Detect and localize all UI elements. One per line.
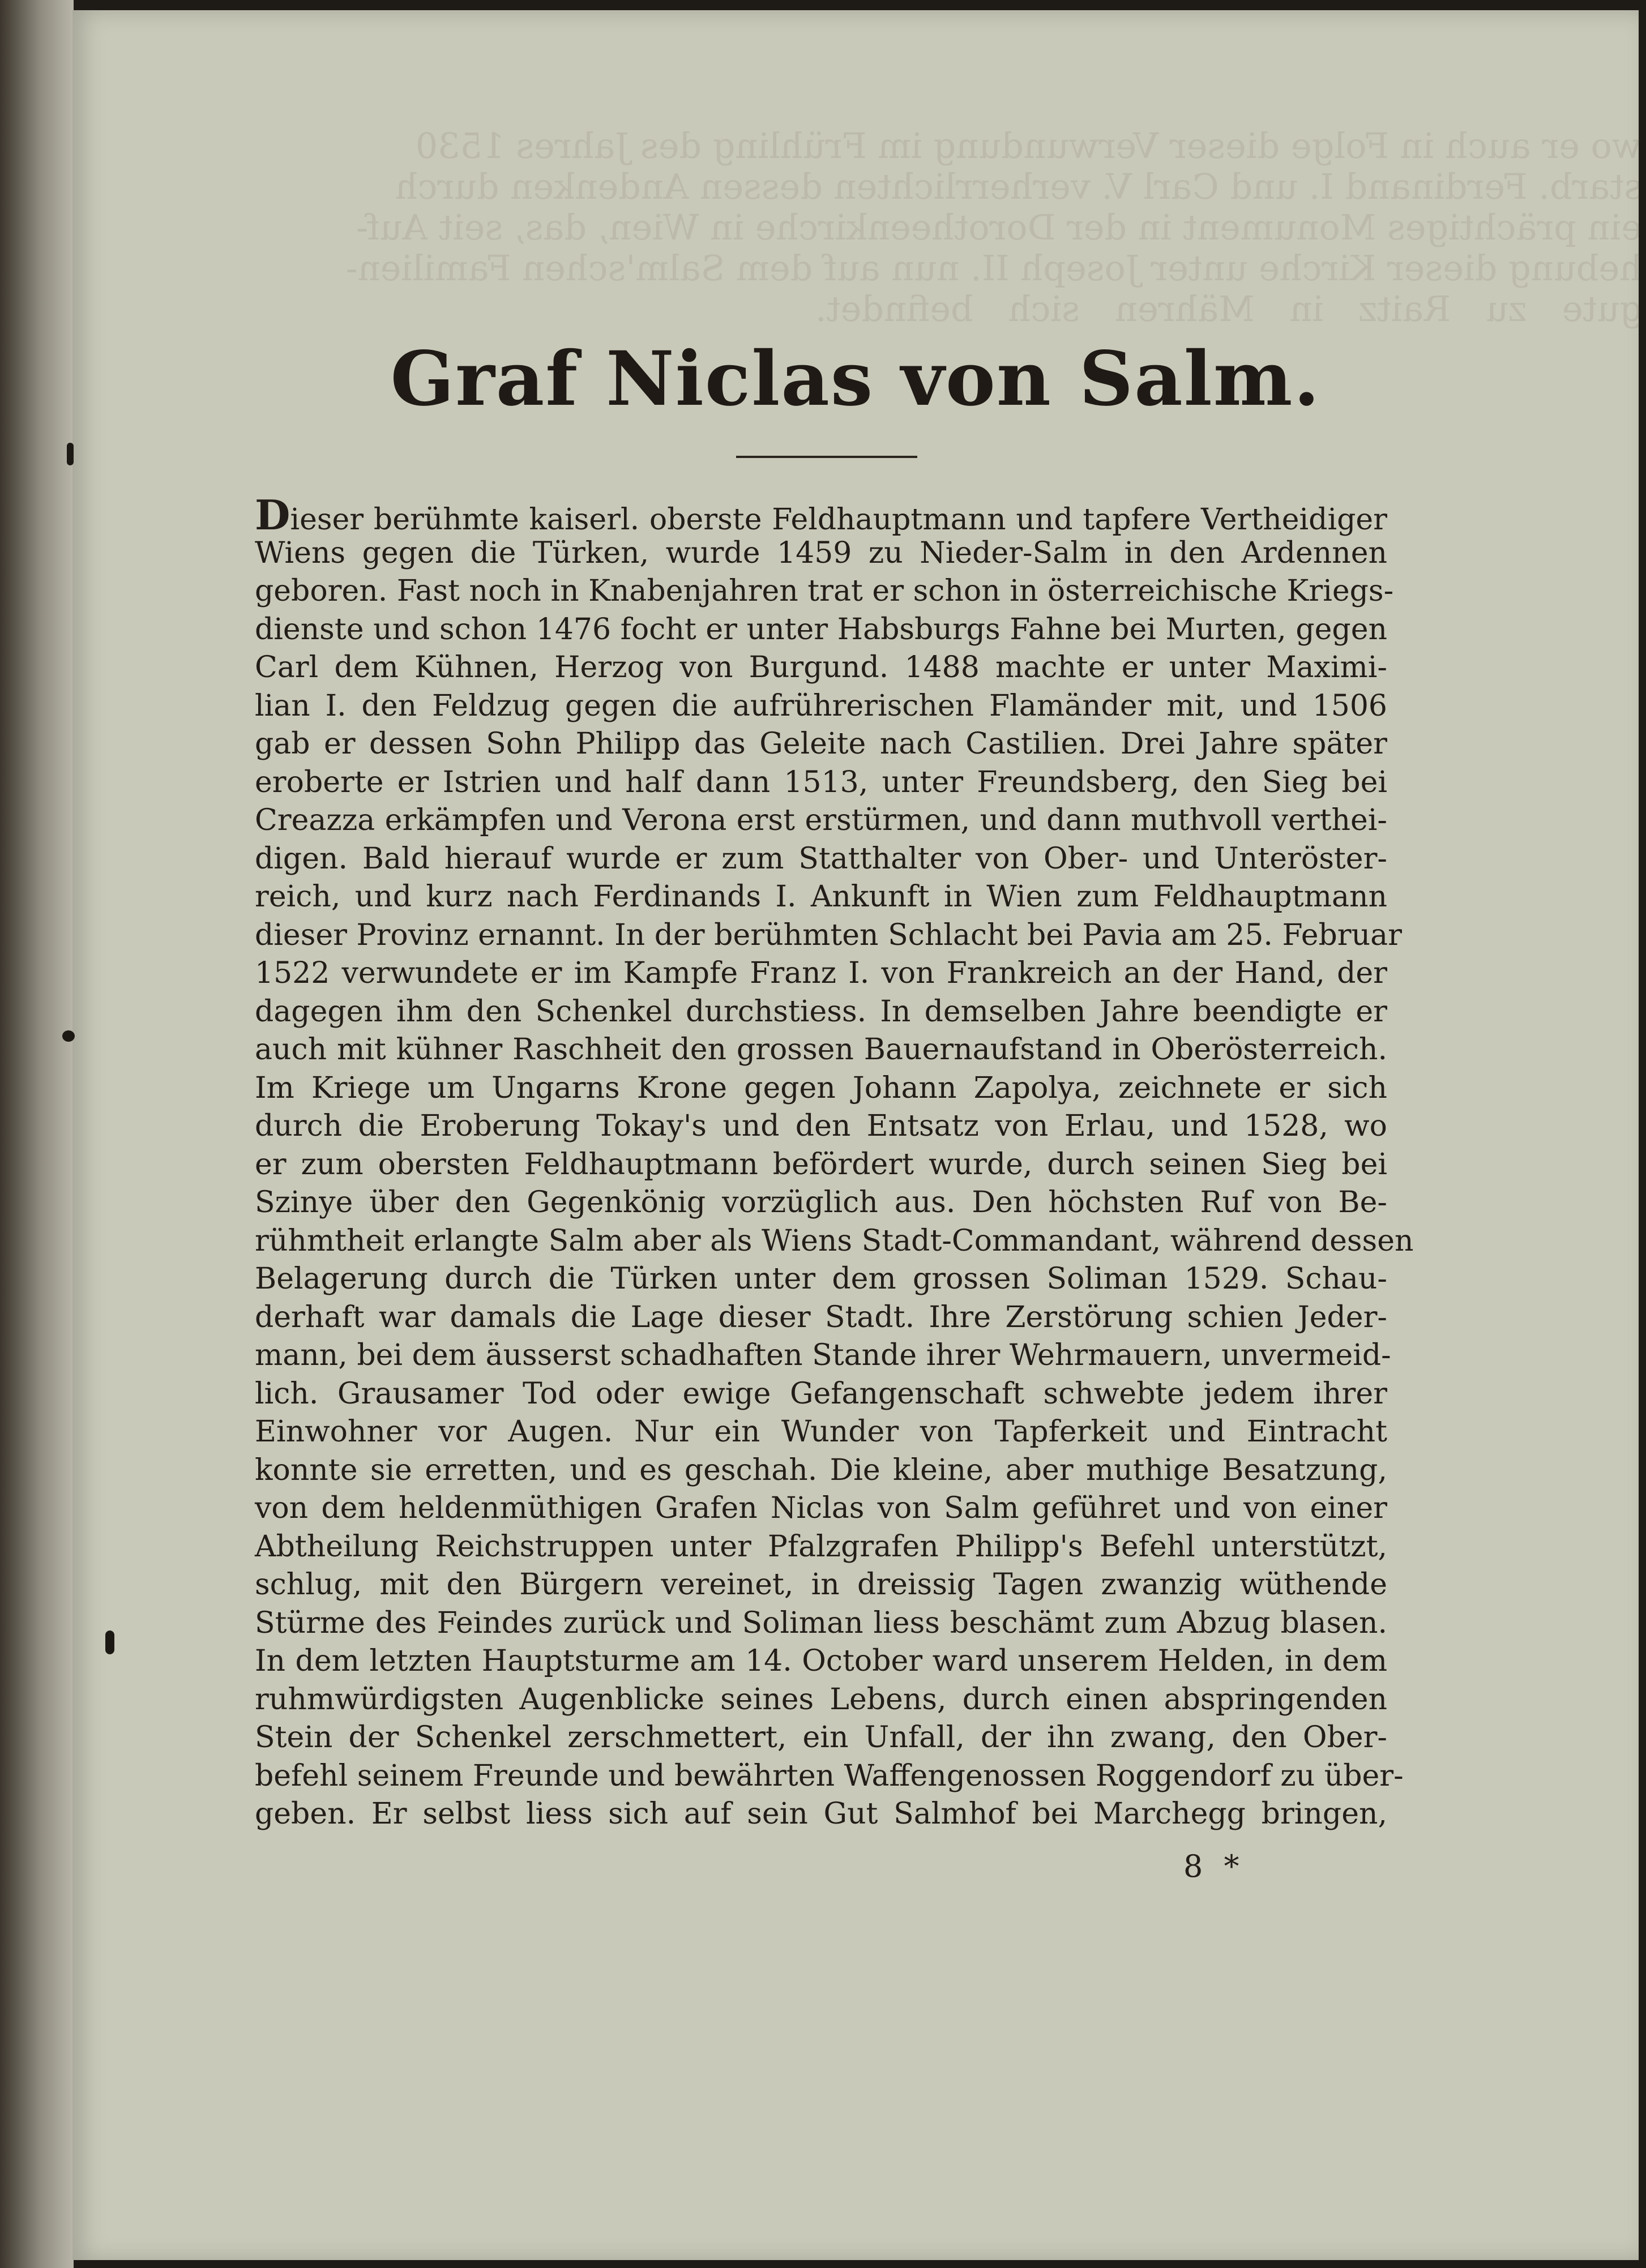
text-line: Stürme des Feindes zurück und Soliman liess beschämt zum Abzug blasen. bbox=[255, 1606, 1387, 1640]
show-through-line: wo er auch in Folge dieser Verwundung im Frühling des Jahres 1530 bbox=[415, 125, 1642, 166]
text-line bbox=[255, 491, 1387, 539]
text-line: mann, bei dem äusserst schadhaften Stande ihrer Wehrmauern, unvermeid- bbox=[255, 1338, 1391, 1372]
text-line: lich. Grausamer Tod oder ewige Gefangenschaft schwebte jedem ihrer bbox=[255, 1376, 1387, 1411]
text-line: von dem heldenmüthigen Grafen Niclas von Salm geführet und von einer bbox=[255, 1491, 1387, 1525]
text-line: Einwohner vor Augen. Nur ein Wunder von Tapferkeit und Eintracht bbox=[255, 1415, 1387, 1449]
text-line: lian I. den Feldzug gegen die aufrührerischen Flamänder mit, und 1506 bbox=[255, 688, 1387, 723]
title-divider bbox=[736, 456, 917, 458]
text-line: Belagerung durch die Türken unter dem grossen Soliman 1529. Schau- bbox=[255, 1262, 1387, 1296]
text-line: ruhmwürdigsten Augenblicke seines Lebens, durch einen abspringenden bbox=[255, 1682, 1387, 1717]
text-line: 1522 verwundete er im Kampfe Franz I. von Frankreich an der Hand, der bbox=[255, 956, 1387, 990]
text-line: Carl dem Kühnen, Herzog von Burgund. 1488 machte er unter Maximi- bbox=[255, 651, 1387, 684]
text-line: Abtheilung Reichstruppen unter Pfalzgrafen Philipp's Befehl unterstützt, bbox=[255, 1529, 1387, 1564]
drop-cap: D bbox=[255, 491, 290, 539]
show-through-line: hebung dieser Kirche unter Joseph II. nun auf dem Salm'schen Familien- bbox=[345, 247, 1642, 289]
show-through-text bbox=[345, 125, 1642, 329]
text-line: Wiens gegen die Türken, wurde 1459 zu Nieder-Salm in den Ardennen bbox=[255, 536, 1387, 570]
signature-mark: 8 * bbox=[1183, 1848, 1245, 1884]
page-title: Graf Niclas von Salm. bbox=[390, 335, 1321, 423]
show-through-line: gute zu Raitz in Mähren sich befindet. bbox=[815, 288, 1642, 329]
text-line: geboren. Fast noch in Knabenjahren trat er schon in österreichische Kriegs- bbox=[255, 574, 1394, 608]
text-line: Creazza erkämpfen und Verona erst erstürmen, und dann muthvoll verthei- bbox=[255, 803, 1387, 837]
text-line: er zum obersten Feldhauptmann befördert wurde, durch seinen Sieg bei bbox=[255, 1147, 1387, 1182]
text-line: geben. Er selbst liess sich auf sein Gut Salmhof bei Marchegg bringen, bbox=[255, 1797, 1387, 1831]
text-line: schlug, mit den Bürgern vereinet, in dreissig Tagen zwanzig wüthende bbox=[255, 1568, 1387, 1602]
text-line: dieser Provinz ernannt. In der berühmten Schlacht bei Pavia am 25. Februar bbox=[255, 918, 1402, 952]
text-line: durch die Eroberung Tokay's und den Entsatz von Erlau, und 1528, wo bbox=[255, 1109, 1387, 1143]
text-line: gab er dessen Sohn Philipp das Geleite nach Castilien. Drei Jahre später bbox=[255, 727, 1387, 761]
previous-page-edge bbox=[0, 0, 74, 2268]
margin-mark bbox=[105, 1631, 114, 1654]
text-line: Im Kriege um Ungarns Krone gegen Johann Zapolya, zeichnete er sich bbox=[255, 1071, 1387, 1105]
margin-mark bbox=[67, 443, 74, 465]
text-line: auch mit kühner Raschheit den grossen Bauernaufstand in Oberösterreich. bbox=[255, 1033, 1387, 1067]
text-line: konnte sie erretten, und es geschah. Die kleine, aber muthige Besatzung, bbox=[255, 1453, 1387, 1487]
text-line: dagegen ihm den Schenkel durchstiess. In demselben Jahre beendigte er bbox=[255, 994, 1387, 1029]
text-line: In dem letzten Hauptsturme am 14. October ward unserem Helden, in dem bbox=[255, 1644, 1387, 1678]
text-line-content: ieser berühmte kaiserl. oberste Feldhauptmann und tapfere Vertheidiger bbox=[290, 503, 1387, 537]
text-line: rühmtheit erlangte Salm aber als Wiens Stadt-Commandant, während dessen bbox=[255, 1223, 1414, 1258]
text-line: Szinye über den Gegenkönig vorzüglich aus. Den höchsten Ruf von Be- bbox=[255, 1186, 1387, 1219]
text-line: Stein der Schenkel zerschmettert, ein Unfall, der ihn zwang, den Ober- bbox=[255, 1721, 1387, 1755]
body-text bbox=[255, 491, 1414, 1834]
text-line: reich, und kurz nach Ferdinands I. Ankunft in Wien zum Feldhauptmann bbox=[255, 880, 1387, 914]
text-line: befehl seinem Freunde und bewährten Waffengenossen Roggendorf zu über- bbox=[255, 1758, 1404, 1793]
text-line: dienste und schon 1476 focht er unter Habsburgs Fahne bei Murten, gegen bbox=[255, 612, 1387, 647]
text-line: digen. Bald hierauf wurde er zum Statthalter von Ober- und Unteröster- bbox=[255, 841, 1387, 876]
show-through-line: ein prächtiges Monument in der Dorotheenkirche in Wien, das, seit Auf- bbox=[356, 207, 1642, 248]
show-through-line: starb. Ferdinand I. und Carl V. verherrlichten dessen Andenken durch bbox=[395, 166, 1642, 207]
margin-mark bbox=[62, 1030, 75, 1042]
text-line: eroberte er Istrien und half dann 1513, unter Freundsberg, den Sieg bei bbox=[255, 765, 1387, 799]
text-line: derhaft war damals die Lage dieser Stadt. Ihre Zerstörung schien Jeder- bbox=[255, 1300, 1387, 1334]
